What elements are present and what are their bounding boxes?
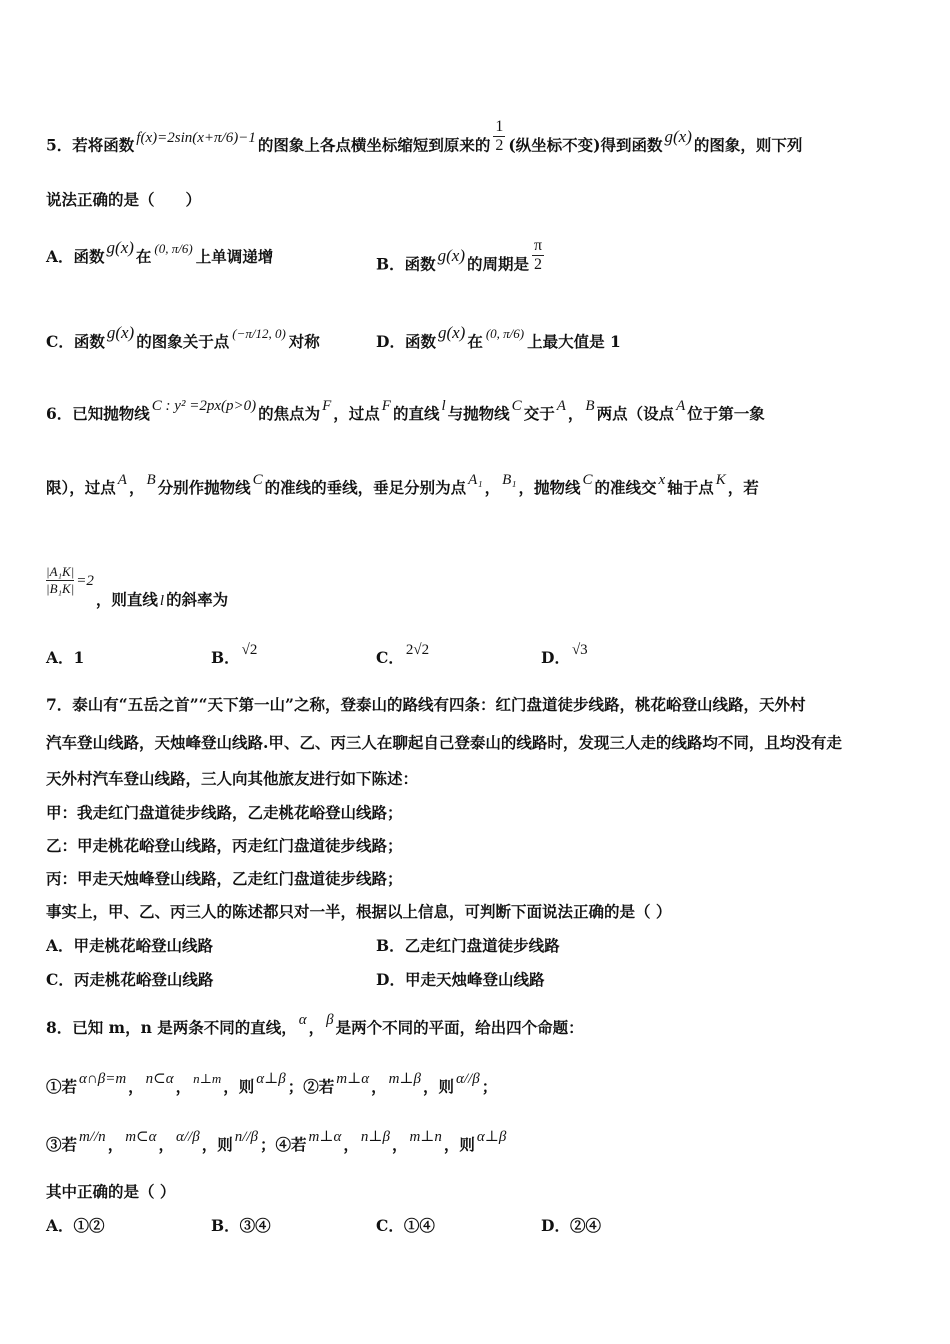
q8-propositions-3-4 — [46, 1129, 508, 1156]
text: 对称 — [288, 332, 320, 351]
math-var: A — [556, 398, 566, 414]
text: 的图象关于点 — [136, 332, 230, 351]
math-var: x — [658, 472, 666, 488]
text: 的直线 — [392, 404, 440, 423]
math-expr: m⊥β — [388, 1071, 421, 1087]
math-var: C — [582, 472, 593, 488]
text: 的图象，则下列 — [693, 135, 803, 155]
ratio-den: |B₁K| — [46, 581, 75, 596]
q6-option-a — [46, 648, 84, 668]
text: 两点（设点 — [596, 404, 675, 423]
math-var: β — [326, 1012, 334, 1028]
math-expr: m//n — [79, 1129, 106, 1145]
q7-statement-yi: 乙：甲走桃花峪登山线路，丙走红门盘道徒步线路； — [46, 836, 403, 855]
math-var: B — [146, 472, 156, 488]
math-g: g(x) — [437, 245, 465, 265]
q6-stem-line1 — [46, 398, 765, 425]
text: 的周期是 — [466, 254, 529, 274]
math-var: F — [381, 398, 391, 414]
math-expr: n⊂α — [145, 1071, 174, 1087]
text: 的准线的垂线，垂足分别为点 — [264, 478, 467, 497]
text: 在 — [135, 247, 152, 266]
text: 6．已知抛物线 — [46, 404, 150, 423]
math-var: l — [159, 593, 165, 609]
math-parabola: C : y² =2px(p>0) — [151, 398, 257, 414]
text: (纵坐标不变)得到函数 — [508, 135, 663, 155]
math-expr: m⊂α — [125, 1129, 157, 1145]
q6-stem-line3 — [46, 556, 229, 609]
q7-option-c: C．丙走桃花峪登山线路 — [46, 970, 214, 989]
text: ，则 — [443, 1135, 475, 1154]
q7-option-d: D．甲走天烛峰登山线路 — [376, 970, 545, 989]
text: 在 — [467, 332, 483, 351]
q8-propositions-1-2 — [46, 1071, 498, 1098]
text: ，若 — [727, 478, 759, 497]
math-var: B — [585, 398, 595, 414]
text: 的焦点为 — [258, 404, 321, 423]
math-g: g(x) — [106, 323, 135, 342]
q7-stem-line3: 天外村汽车登山线路，三人向其他旅友进行如下陈述： — [46, 769, 419, 788]
text: ， — [107, 1135, 124, 1154]
math-expr: n⊥β — [360, 1129, 390, 1145]
math-var: l — [441, 398, 446, 414]
text: ， — [567, 404, 584, 423]
math-var: A — [117, 472, 127, 488]
q5-option-b — [376, 237, 547, 284]
text: 上最大值是 1 — [527, 332, 621, 351]
math-var: F — [322, 398, 332, 414]
text: ③若 — [46, 1135, 78, 1154]
math-expr: α//β — [176, 1129, 200, 1145]
text: ， — [175, 1077, 192, 1096]
text: ，过点 — [333, 404, 380, 423]
text: 位于第一象 — [687, 404, 765, 423]
math-eq: =2 — [76, 573, 94, 589]
q5-stem-line2 — [46, 190, 201, 210]
math-expr: m⊥α — [308, 1129, 342, 1145]
math-g: g(x) — [664, 126, 692, 146]
text: ，抛物线 — [518, 478, 581, 497]
math-f: f(x)=2sin(x+π/6)−1 — [136, 129, 256, 146]
math-expr: α⊥β — [256, 1071, 286, 1087]
text: 限），过点 — [46, 478, 116, 497]
math-expr: α//β — [456, 1071, 480, 1087]
text: C． — [376, 648, 404, 667]
fraction-pi-2 — [532, 237, 544, 274]
text: ；②若 — [287, 1077, 335, 1096]
math-interval: (0, π/6) — [154, 241, 193, 256]
math-expr: m⊥α — [336, 1071, 370, 1087]
frac-num: π — [534, 237, 543, 254]
text: ， — [484, 478, 501, 497]
math-point: (−π/12, 0) — [232, 326, 286, 341]
text: 与抛物线 — [447, 404, 510, 423]
math-g: g(x) — [437, 323, 466, 342]
text: ，则 — [423, 1077, 455, 1096]
q6-stem-line2 — [46, 472, 759, 499]
text: ； — [481, 1077, 498, 1096]
math-sqrt: 2√2 — [405, 642, 430, 658]
math-expr: α⊥β — [476, 1129, 507, 1145]
text: ；④若 — [260, 1135, 307, 1154]
text: ，则 — [223, 1077, 255, 1096]
text: 的图象上各点横坐标缩短到原来的 — [257, 135, 491, 155]
math-var: B₁ — [502, 472, 517, 488]
text: 的斜率为 — [166, 590, 229, 609]
q5-option-d — [376, 323, 621, 353]
ratio-num: |A₁K| — [46, 564, 75, 579]
q8-option-c: C．①④ — [376, 1216, 435, 1235]
math-g: g(x) — [106, 238, 134, 257]
q8-option-d: D．②④ — [541, 1216, 601, 1235]
text: 上单调递增 — [195, 247, 274, 266]
math-var: A₁ — [468, 472, 483, 488]
text: ， — [158, 1135, 174, 1154]
math-var: C — [511, 398, 522, 414]
math-expr: n//β — [234, 1129, 259, 1145]
math-var: C — [252, 472, 263, 488]
text: B． — [211, 648, 240, 667]
q8-option-b: B．③④ — [211, 1216, 271, 1235]
frac-den: 2 — [495, 137, 504, 154]
math-expr: α∩β=m — [79, 1071, 127, 1087]
q6-option-c — [376, 642, 431, 669]
text: ， — [128, 478, 145, 497]
text: D．函数 — [376, 332, 436, 351]
q7-statement-bing: 丙：甲走天烛峰登山线路，乙走红门盘道徒步线路； — [46, 869, 403, 888]
math-var: α — [298, 1012, 307, 1028]
text: ①若 — [46, 1077, 78, 1096]
text: A．1 — [46, 648, 85, 667]
text: 5．若将函数 — [46, 135, 135, 155]
text: ， — [343, 1135, 359, 1154]
text: ，则 — [201, 1135, 233, 1154]
q7-stem-line2: 汽车登山线路，天烛峰登山线路.甲、乙、丙三人在聊起自己登泰山的线路时，发现三人走的线路均不同，且均没有走 — [46, 733, 842, 752]
text: ， — [128, 1077, 144, 1096]
q8-which: 其中正确的是（ ） — [46, 1182, 176, 1201]
text: ，则直线 — [95, 590, 158, 609]
text: C．函数 — [46, 332, 105, 351]
text: B．函数 — [376, 254, 436, 274]
q5-option-c — [46, 323, 320, 353]
math-ratio — [46, 564, 74, 597]
text: 轴于点 — [667, 478, 714, 497]
text: 说法正确的是（ ） — [46, 190, 202, 209]
frac-num: 1 — [495, 118, 504, 135]
math-interval: (0, π/6) — [485, 326, 525, 341]
q7-option-b: B．乙走红门盘道徒步线路 — [376, 936, 560, 955]
math-expr: m⊥n — [409, 1129, 442, 1145]
text: 的准线交 — [594, 478, 657, 497]
q7-stem-line1: 7．泰山有“五岳之首”“天下第一山”之称，登泰山的路线有四条：红门盘道徒步线路，桃花峪登山线路，天外村 — [46, 695, 806, 714]
text: 交于 — [523, 404, 555, 423]
text: ， — [308, 1018, 325, 1037]
math-var: K — [715, 472, 726, 488]
q6-option-b — [211, 642, 259, 669]
frac-den: 2 — [534, 256, 543, 273]
math-var: A — [676, 398, 686, 414]
q7-option-a: A．甲走桃花峪登山线路 — [46, 936, 214, 955]
math-sqrt: √2 — [241, 642, 258, 658]
q7-conclusion: 事实上，甲、乙、丙三人的陈述都只对一半，根据以上信息，可判断下面说法正确的是（ ） — [46, 902, 672, 921]
q5-stem-line1 — [46, 118, 803, 165]
math-sqrt: √3 — [571, 642, 588, 658]
math-expr: n⊥m — [193, 1071, 222, 1086]
text: 是两个不同的平面，给出四个命题： — [335, 1018, 584, 1037]
text: A．函数 — [46, 247, 105, 266]
q8-stem — [46, 1012, 584, 1039]
fraction-half — [493, 118, 505, 155]
q5-option-a — [46, 238, 274, 268]
q7-statement-jia: 甲：我走红门盘道徒步线路，乙走桃花峪登山线路； — [46, 803, 403, 822]
text: ， — [391, 1135, 408, 1154]
text: 8．已知 m，n 是两条不同的直线， — [46, 1018, 297, 1037]
text: D． — [541, 648, 570, 667]
q6-option-d — [541, 642, 590, 669]
q8-option-a: A．①② — [46, 1216, 105, 1235]
text: 分别作抛物线 — [157, 478, 251, 497]
text: ， — [371, 1077, 387, 1096]
